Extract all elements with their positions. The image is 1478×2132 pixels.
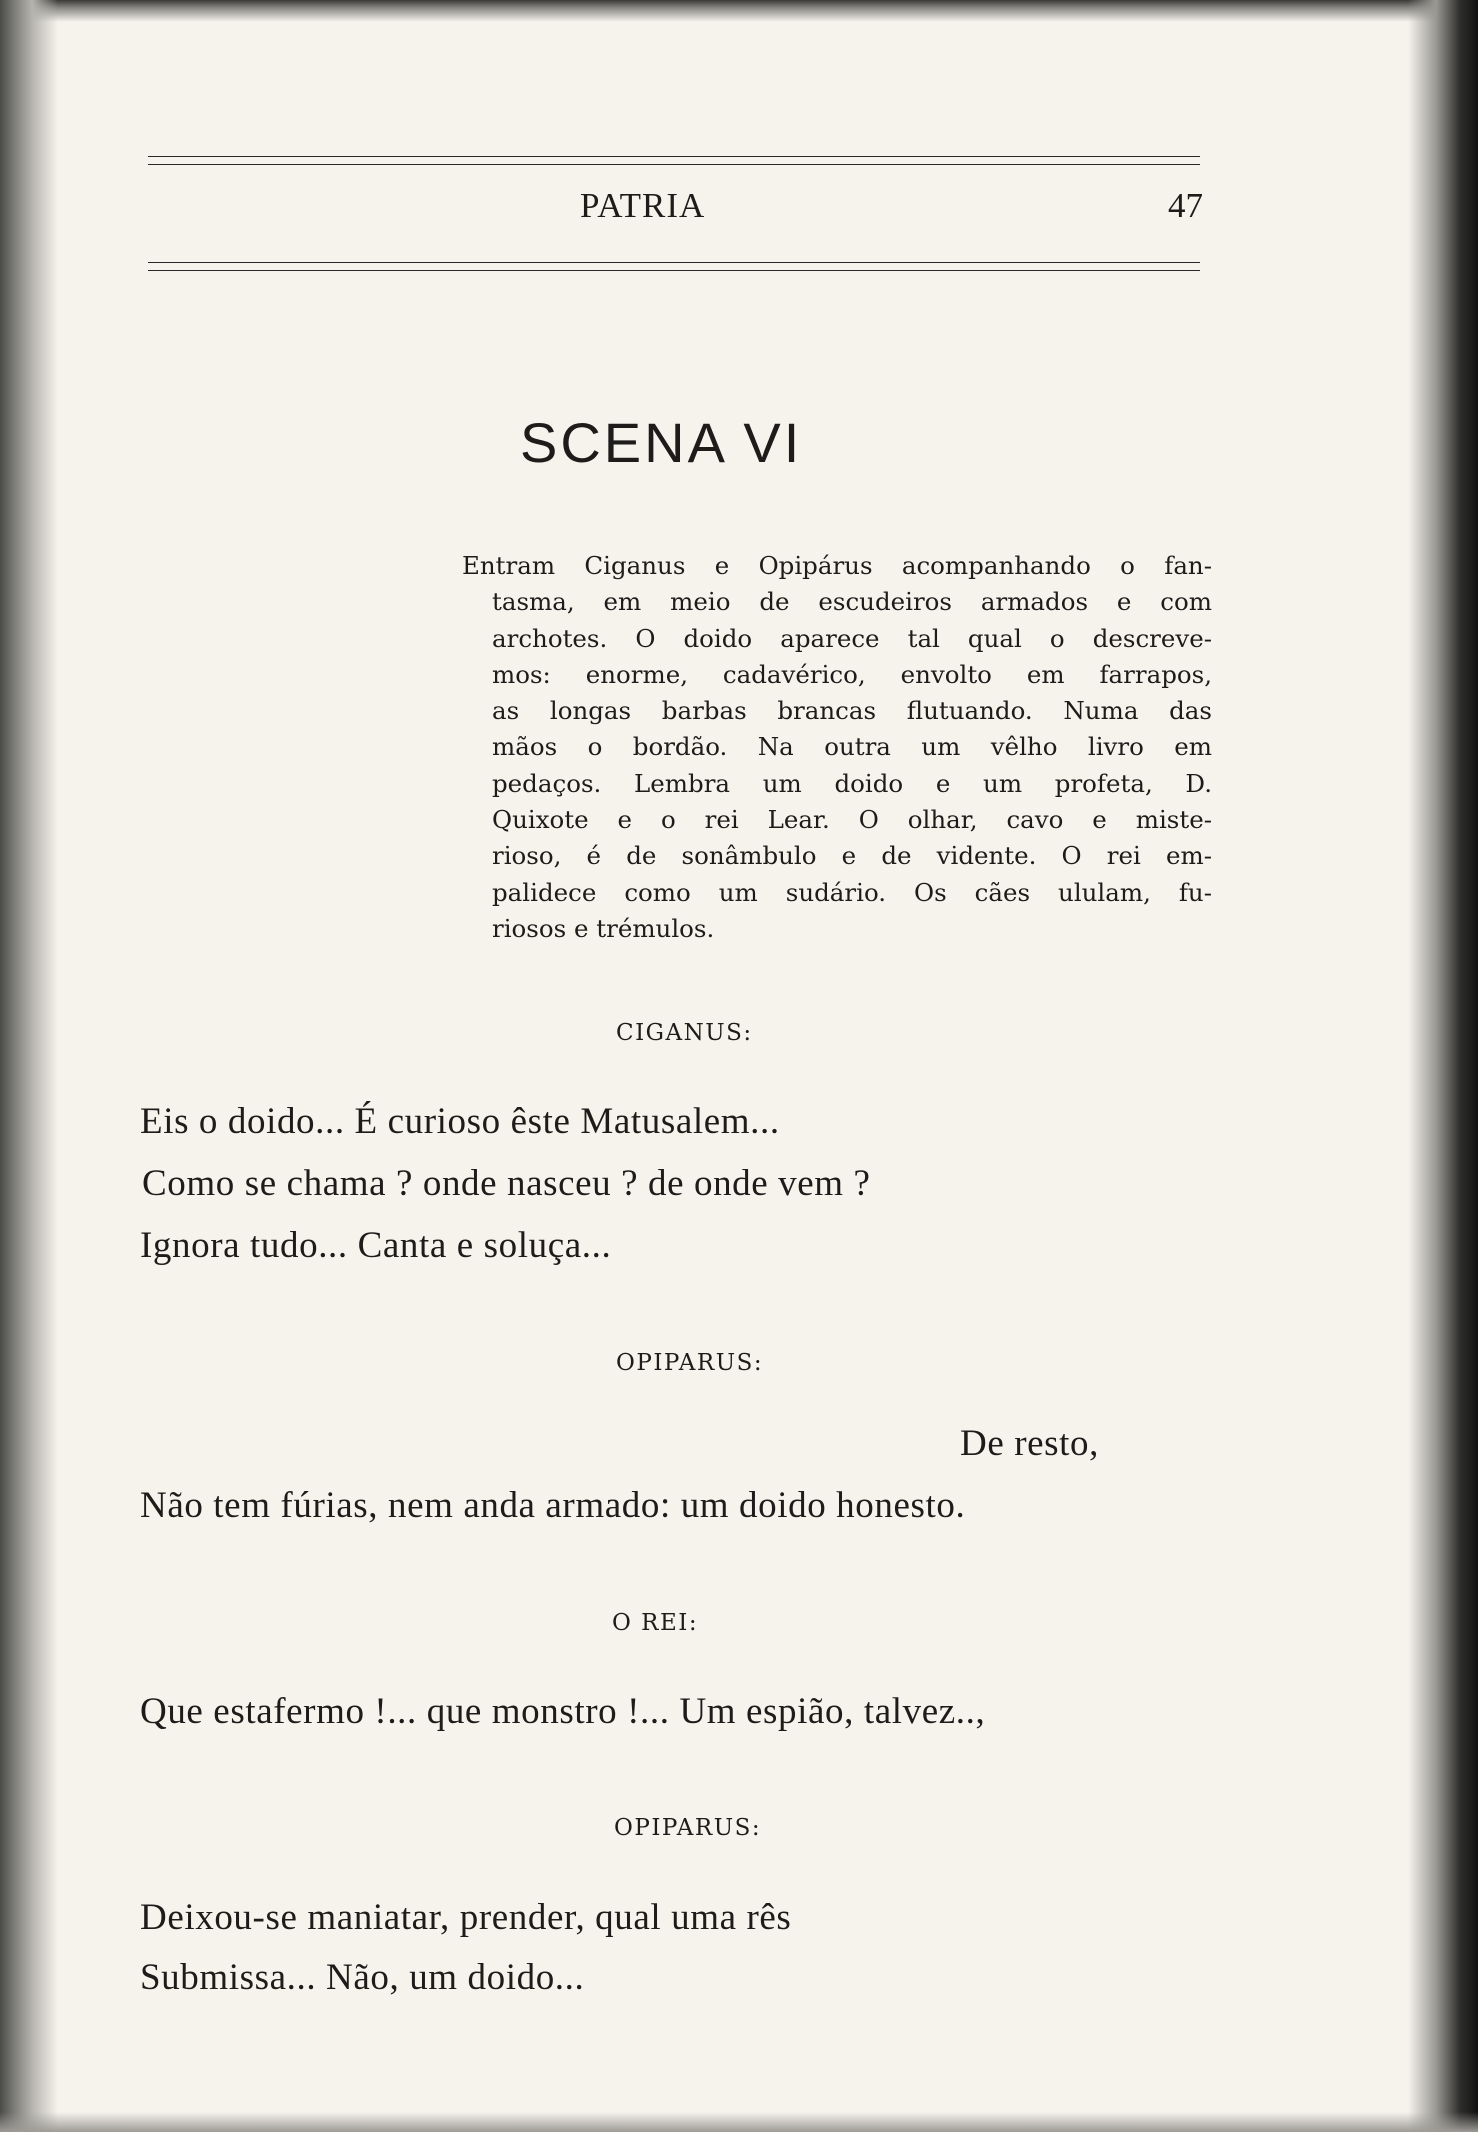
stage-direction-line: archotes. O doido aparece tal qual o descreve- [492, 623, 1212, 653]
stage-direction-line: tasma, em meio de escudeiros armados e com [492, 587, 1212, 617]
stage-direction [462, 548, 1212, 947]
page-number: 47 [1168, 186, 1203, 225]
verse-line: Ignora tudo... Canta e soluça... [140, 1225, 612, 1266]
verse-line: Que estafermo !... que monstro !... Um espião, talvez.., [140, 1691, 986, 1732]
verse-line: Como se chama ? onde nasceu ? de onde vem ? [142, 1163, 871, 1204]
scan-edge-left [0, 0, 58, 2132]
header-rule-top [148, 156, 1200, 157]
stage-direction-line: Entram Ciganus e Opipárus acompanhando o fan- [462, 551, 1212, 580]
stage-direction-line: Quixote e o rei Lear. O olhar, cavo e miste- [492, 805, 1212, 835]
verse-line: Deixou-se maniatar, prender, qual uma rês [140, 1897, 792, 1938]
verse-line: Eis o doido... É curioso êste Matusalem... [140, 1101, 780, 1142]
stage-direction-line: riosos e trémulos. [492, 913, 715, 943]
verse-line: Submissa... Não, um doido... [140, 1957, 585, 1998]
scene-title: SCENA VI [520, 411, 803, 474]
header-rule-bottom-double [148, 270, 1200, 271]
scan-edge-bottom [0, 2112, 1478, 2132]
scan-edge-top [0, 0, 1478, 22]
header-rule-bottom [148, 262, 1200, 263]
stage-direction-line: as longas barbas brancas flutuando. Numa das [492, 696, 1212, 726]
stage-direction-line: mãos o bordão. Na outra um vêlho livro em [492, 732, 1212, 762]
speaker-name: CIGANUS: [616, 1020, 753, 1046]
stage-direction-line: pedaços. Lembra um doido e um profeta, D. [492, 768, 1212, 798]
header-rule-top-double [148, 164, 1200, 165]
verse-line: De resto, [960, 1423, 1099, 1464]
speaker-name: O REI: [612, 1610, 699, 1636]
stage-direction-line: mos: enorme, cadavérico, envolto em farrapos, [492, 659, 1212, 689]
scan-edge-right [1408, 0, 1478, 2132]
stage-direction-line: rioso, é de sonâmbulo e de vidente. O rei em- [492, 841, 1212, 871]
speaker-name: OPIPARUS: [616, 1350, 764, 1376]
verse-line: Não tem fúrias, nem anda armado: um doido honesto. [140, 1485, 966, 1526]
speaker-name: OPIPARUS: [614, 1815, 762, 1841]
running-title: PATRIA [580, 186, 706, 225]
stage-direction-line: palidece como um sudário. Os cães ululam, fu- [492, 877, 1212, 907]
